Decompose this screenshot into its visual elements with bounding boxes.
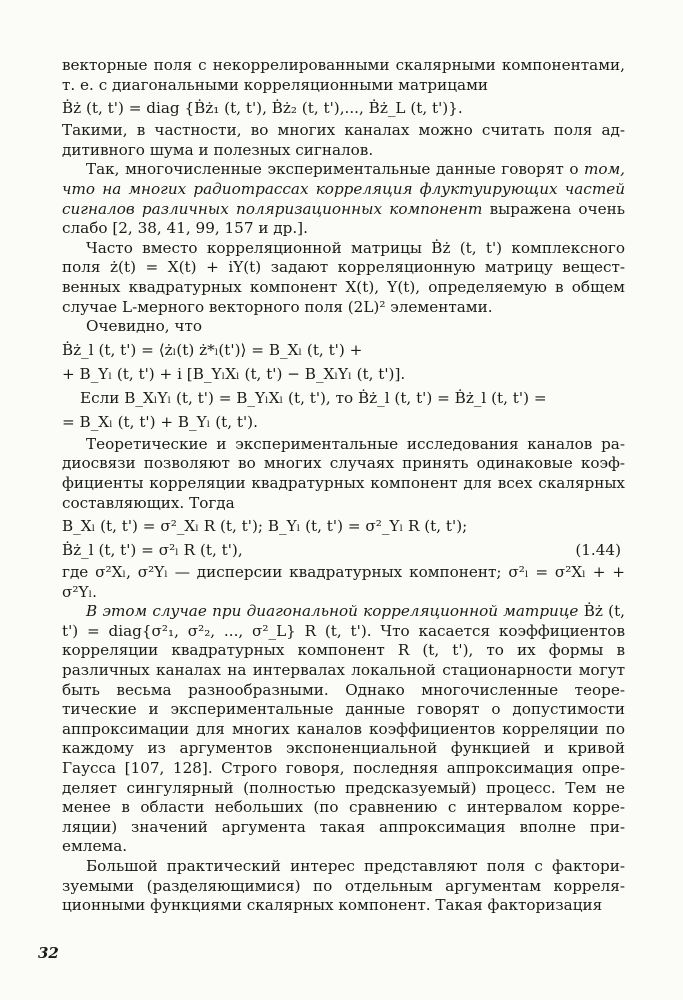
paragraph-2: Такими, в частности, во многих каналах можно считать поля аддитивного шума и полезных сигналов. <box>62 121 625 159</box>
paragraph-3-italic: том, что на многих радиотрассах корреляция флуктуирующих частей сигналов различных поляризационных компонент <box>62 160 625 218</box>
paragraph-8-italic: В этом случае при диагональной корреляционной матрице <box>86 602 579 621</box>
equation-1-44-row <box>62 539 625 561</box>
paragraph-8 <box>62 602 625 857</box>
paragraph-1: векторные поля с некоррелированными скалярными компонентами, т. е. с диагональными корреляционными матрицами <box>62 56 625 94</box>
paragraph-5: Очевидно, что <box>86 317 203 336</box>
equation-number: (1.44) <box>575 541 621 560</box>
equation-correlation-line-1: Ḃż_l (t, t') = ⟨żₗ(t) ż*ₗ(t')⟩ = B_Xₗ (t, t') + <box>62 340 363 359</box>
paragraph-8-body: Ḃż (t, t') = diag{σ²₁, σ²₂, ..., σ²_L} R (t, t'). Что касается коэффициентов корреляции квадратурных компонент R (t, t'), то их формы в различных каналах на интервалах локальной стационарности могут быть весьма разнообразными. Однако многочисленные теоретические и экспериментальные данные говорят о допустимости аппроксимации для многих каналов коэффициентов корреляции по каждому из аргументов экспоненциальной функцией и кривой Гаусса [107, 128]. Строго говоря, последняя аппроксимация определяет сингулярный (полностью предсказуемый) процесс. Тем не менее в области небольших (по сравнению с интервалом корреляции) значений аргумента такая аппроксимация вполне приемлема. <box>62 602 625 856</box>
equation-correlation-line-2: + B_Yₗ (t, t') + i [B_YₗXₗ (t, t') − B_XₗYₗ (t, t')]. <box>62 364 406 383</box>
paragraph-7: где σ²Xₗ, σ²Yₗ — дисперсии квадратурных компонент; σ²ₗ = σ²Xₗ + + σ²Yₗ. <box>62 563 625 601</box>
equation-variances: B_Xₗ (t, t') = σ²_Xₗ R (t, t'); B_Yₗ (t, t') = σ²_Yₗ R (t, t'); <box>62 517 468 536</box>
paragraph-3 <box>62 160 625 238</box>
paragraph-3-start: Так, многочисленные экспериментальные данные говорят о <box>86 160 585 179</box>
paragraph-3-end: выражена очень слабо [2, 38, 41, 99, 157 и др.]. <box>62 199 625 238</box>
equation-diag-matrix: Ḃż (t, t') = diag {Ḃż₁ (t, t'), Ḃż₂ (t, t'),..., Ḃż_L (t, t')}. <box>62 99 463 118</box>
equation-condition-line-1: Если B_XₗYₗ (t, t') = B_YₗXₗ (t, t'), то Ḃż_l (t, t') = Ḃż_l (t, t') = <box>80 388 547 407</box>
paragraph-6: Теоретические и экспериментальные исследования каналов радиосвязи позволяют во многих случаях принять одинаковые коэффициенты корреляции квадратурных компонент для всех скалярных составляющих. Тогда <box>62 434 625 512</box>
equation-1-44: Ḃż_l (t, t') = σ²ₗ R (t, t'), <box>62 541 243 560</box>
page-number: 32 <box>38 944 59 962</box>
paragraph-9: Большой практический интерес представляют поля с факторизуемыми (разделяющимися) по отдельным аргументам корреляционными функциями скалярных компонент. Такая факторизация <box>62 857 625 915</box>
paragraph-4: Часто вместо корреляционной матрицы Ḃż (t, t') комплексного поля ż(t) = X(t) + iY(t) задают корреляционную матрицу вещественных квадратурных компонент X(t), Y(t), определяемую в общем случае L-мерного векторного поля (2L)² элементами. <box>62 238 625 316</box>
equation-condition-line-2: = B_Xₗ (t, t') + B_Yₗ (t, t'). <box>62 412 258 431</box>
